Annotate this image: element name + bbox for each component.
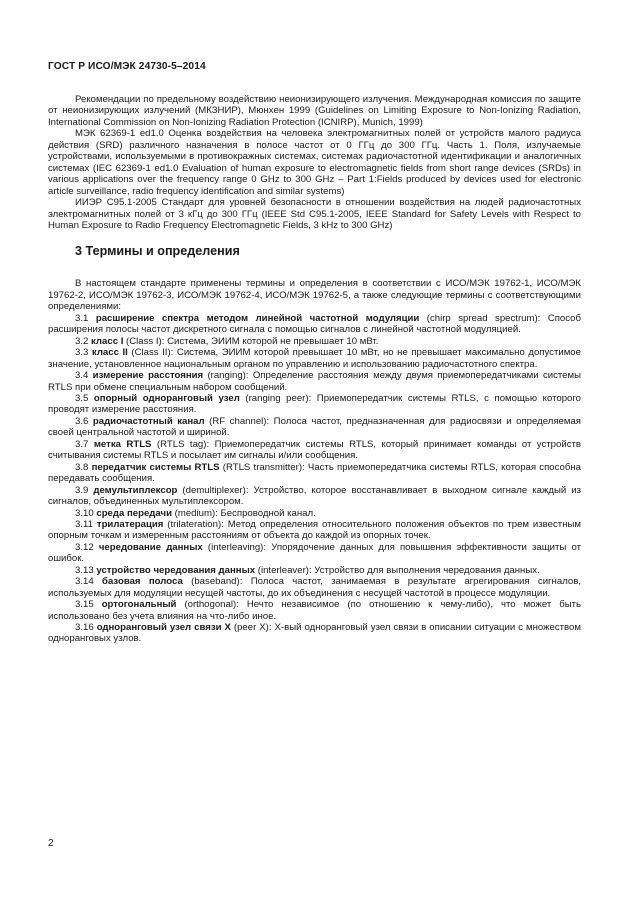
term-number: 3.3 [75, 347, 89, 359]
term-text: (interleaver): Устройство для выполнения чередования данных. [255, 564, 540, 576]
term-text: (chirp spread spectrum): Способ расширения полосы частот дискретного сигнала с помощью сигналов с линейной частотной модуляцией. [48, 312, 582, 336]
term-number: 3.11 [75, 518, 93, 530]
term-number: 3.8 [75, 461, 89, 473]
term-text: (RTLS tag): Приемопередатчик системы RTLS, который принимает команды от устройств считывания системы RTLS и посылает им сигналы и/или сообщения. [48, 438, 582, 462]
term-definition [48, 347, 581, 370]
term-name: класс II [91, 347, 128, 359]
term-name: трилатерация [96, 518, 164, 530]
term-definition [48, 622, 581, 645]
term-text: (trilateration): Метод определения относительного положения объектов по трем известным опорным точкам и измеренным расстояниям от объекта до каждой из опорных точек. [48, 518, 581, 542]
term-text: (medium): Беспроводной канал. [171, 507, 316, 519]
term-name: опорный одноранговый узел [93, 392, 240, 404]
term-name: среда передачи [96, 507, 172, 519]
term-definition [48, 485, 581, 508]
term-number: 3.6 [75, 415, 89, 427]
term-number: 3.4 [75, 370, 89, 382]
term-definition [48, 462, 581, 485]
term-number: 3.2 [75, 335, 89, 347]
term-name: одноранговый узел связи X [96, 622, 231, 634]
term-number: 3.1 [75, 312, 89, 324]
term-number: 3.7 [75, 438, 89, 450]
term-definition [48, 519, 581, 542]
term-definition [48, 439, 581, 462]
term-text: (ranging): Определение расстояния между двумя приемопередатчиками системы RTLS при обмене специальным набором сообщений. [48, 370, 582, 393]
term-text: (baseband): Полоса частот, занимаемая в результате агрегирования сигналов, используемых для модуляции несущей частоты, до их объединения с несущей частотой в процессе модуляции. [48, 576, 581, 599]
term-definition [48, 370, 581, 393]
reference-3: ИИЭР C95.1-2005 Стандарт для уровней безопасности в отношении воздействия на людей радиочастотных электромагнитных полей от 3 кГц до 300 ГГц (IEEE Std C95.1-2005, IEEE Standard for Safety Levels with Respect to Human Exposure to Radio Frequency Electromagnetic Fields, 3 kHz to 300 GHz) [48, 197, 581, 231]
term-number: 3.14 [75, 576, 94, 588]
term-text: (interleaving): Упорядочение данных для повышения эффективности защиты от ошибок. [48, 541, 581, 565]
standard-header: ГОСТ Р ИСО/МЭК 24730-5–2014 [48, 61, 206, 72]
term-number: 3.13 [75, 564, 94, 576]
term-name: метка RTLS [93, 438, 152, 450]
term-number: 3.15 [75, 599, 94, 611]
term-definition [48, 416, 581, 439]
term-number: 3.12 [75, 541, 94, 553]
term-definition [48, 599, 581, 622]
term-name: радиочастотный канал [92, 415, 205, 427]
page-body [48, 94, 581, 645]
term-definition [48, 576, 581, 599]
section-title: 3 Термины и определения [75, 244, 240, 259]
term-number: 3.5 [75, 392, 89, 404]
term-text: (demultiplexer): Устройство, которое восстанавливает в выходном сигнале каждый из сигналов, объединенных мультиплексором. [48, 484, 581, 508]
term-name: демультиплексор [93, 484, 178, 496]
term-number: 3.16 [75, 622, 94, 634]
term-number: 3.10 [75, 507, 94, 519]
term-name: базовая полоса [102, 576, 183, 588]
term-name: устройство чередования данных [96, 564, 256, 576]
term-name: расширение спектра методом линейной частотной модуляции [95, 312, 420, 324]
term-text: (ranging peer): Приемопередатчик системы RTLS, с помощью которого проводят измерение расстояния. [48, 392, 581, 416]
term-text: (Class I): Система, ЭИИМ которой не превышает 10 мВт. [123, 335, 379, 347]
term-text: (peer X): X-вый одноранговый узел связи в описании ситуации с множеством одноранговых узлов. [48, 622, 581, 645]
term-definition [48, 313, 581, 336]
term-definition [48, 542, 581, 565]
term-text: (Class II): Система, ЭИИМ которой превышает 10 мВт, но не превышает максимально допустимое значение, установленное национальным органом по управлению и использованию радиочастотного спектра. [48, 347, 581, 370]
term-definition [48, 565, 581, 576]
reference-1: Рекомендации по предельному воздействию неионизирующего излучения. Международная комиссия по защите от неионизирующих излучений (МКЗНИР), Мюнхен 1999 (Guidelines on Limiting Exposure to Non-Ionizing Radiation, International Commission on Non-Ionizing Radiation Protection (ICNIRP), Munich, 1999) [48, 94, 581, 128]
term-definition [48, 393, 581, 416]
term-name: измерение расстояния [92, 370, 204, 382]
term-text: (RF channel): Полоса частот, предназначенная для радиосвязи и определяемая своей центральной частотой и шириной. [48, 415, 582, 439]
term-name: передатчик системы RTLS [91, 461, 220, 473]
term-text: (orthogonal): Нечто независимое (по отношению к чему-либо), что может быть использовано без учета влияния на что-либо иное. [48, 599, 582, 622]
term-name: ортогональный [101, 599, 177, 611]
reference-2: МЭК 62369-1 ed1.0 Оценка воздействия на человека электромагнитных полей от устройств малого радиуса действия (SRD) различного назначения в полосе частот от 0 ГГц до 300 ГГц. Часть 1. Поля, излучаемые устройствами, используемыми в противокражных системах, системах радиочастотной идентификации и аналогичных системах (IEC 62369-1 ed1.0 Evaluation of human exposure to electromagnetic fields from short range devices (SRDs) in various applications over the frequency range 0 GHz to 300 GHz – Part 1:Fields produced by devices used for electronic article surveillance, radio frequency identification and similar systems) [48, 128, 581, 197]
term-definition [48, 508, 581, 519]
term-name: класс I [91, 335, 124, 347]
term-number: 3.9 [75, 484, 89, 496]
term-text: (RTLS transmitter): Часть приемопередатчика системы RTLS, которая способна передавать сообщения. [48, 461, 581, 485]
section-intro: В настоящем стандарте применены термины и определения в соответствии с ИСО/МЭК 19762-1, ИСО/МЭК 19762-2, ИСО/МЭК 19762-3, ИСО/МЭК 19762-4, ИСО/МЭК 19762-5, а также следующие термины с соответствующими определениями: [48, 278, 581, 313]
page-number: 2 [48, 838, 54, 849]
term-name: чередование данных [98, 541, 203, 553]
term-definition [48, 336, 581, 347]
